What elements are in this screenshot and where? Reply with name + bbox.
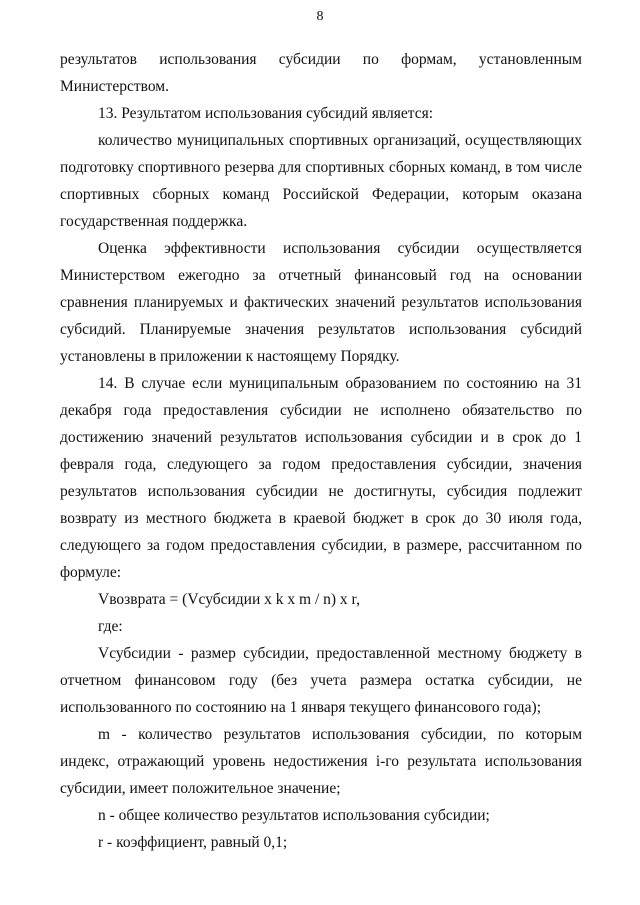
- paragraph-item-13: 13. Результатом использования субсидий является:: [98, 105, 434, 122]
- paragraph-evaluation: Оценка эффективности использования субсидии осуществляется Министерством ежегодно за отчетный финансовый год на основании сравнения планируемых и фактических значений результатов использования субсидий. Планируемые значения результатов использования субсидий установлены в приложении к настоящему Порядку.: [60, 240, 582, 365]
- definition-n: n - общее количество результатов использования субсидии;: [98, 807, 490, 824]
- paragraph-continuation: результатов использования субсидии по формам, установленным Министерством.: [60, 51, 582, 95]
- paragraph-item-14: 14. В случае если муниципальным образованием по состоянию на 31 декабря года предоставления субсидии не исполнено обязательство по достижению значений результатов использования субсидии и в срок до 1 февраля года, следующего за годом предоставления субсидии, значения результатов использования субсидии не достигнуты, субсидия подлежит возврату из местного бюджета в краевой бюджет в срок до 30 июля года, следующего за годом предоставления субсидии, в размере, рассчитанном по формуле:: [60, 375, 582, 581]
- definition-r: r - коэффициент, равный 0,1;: [98, 834, 288, 851]
- page-number: 8: [316, 9, 324, 24]
- document-body: [60, 46, 582, 856]
- definition-v-subsidy: Vсубсидии - размер субсидии, предоставленной местному бюджету в отчетном финансовом году (без учета размера остатка субсидии, не использованного по состоянию на 1 января текущего финансового года);: [60, 645, 582, 716]
- formula: Vвозврата = (Vсубсидии x k x m / n) x r,: [98, 591, 360, 608]
- formula-where: где:: [98, 618, 123, 635]
- definition-m: m - количество результатов использования субсидии, по которым индекс, отражающий уровень недостижения i-го результата использования субсидии, имеет положительное значение;: [60, 726, 582, 797]
- paragraph-result-count: количество муниципальных спортивных организаций, осуществляющих подготовку спортивного резерва для спортивных сборных команд, в том числе спортивных сборных команд Российской Федерации, которым оказана государственная поддержка.: [60, 132, 582, 230]
